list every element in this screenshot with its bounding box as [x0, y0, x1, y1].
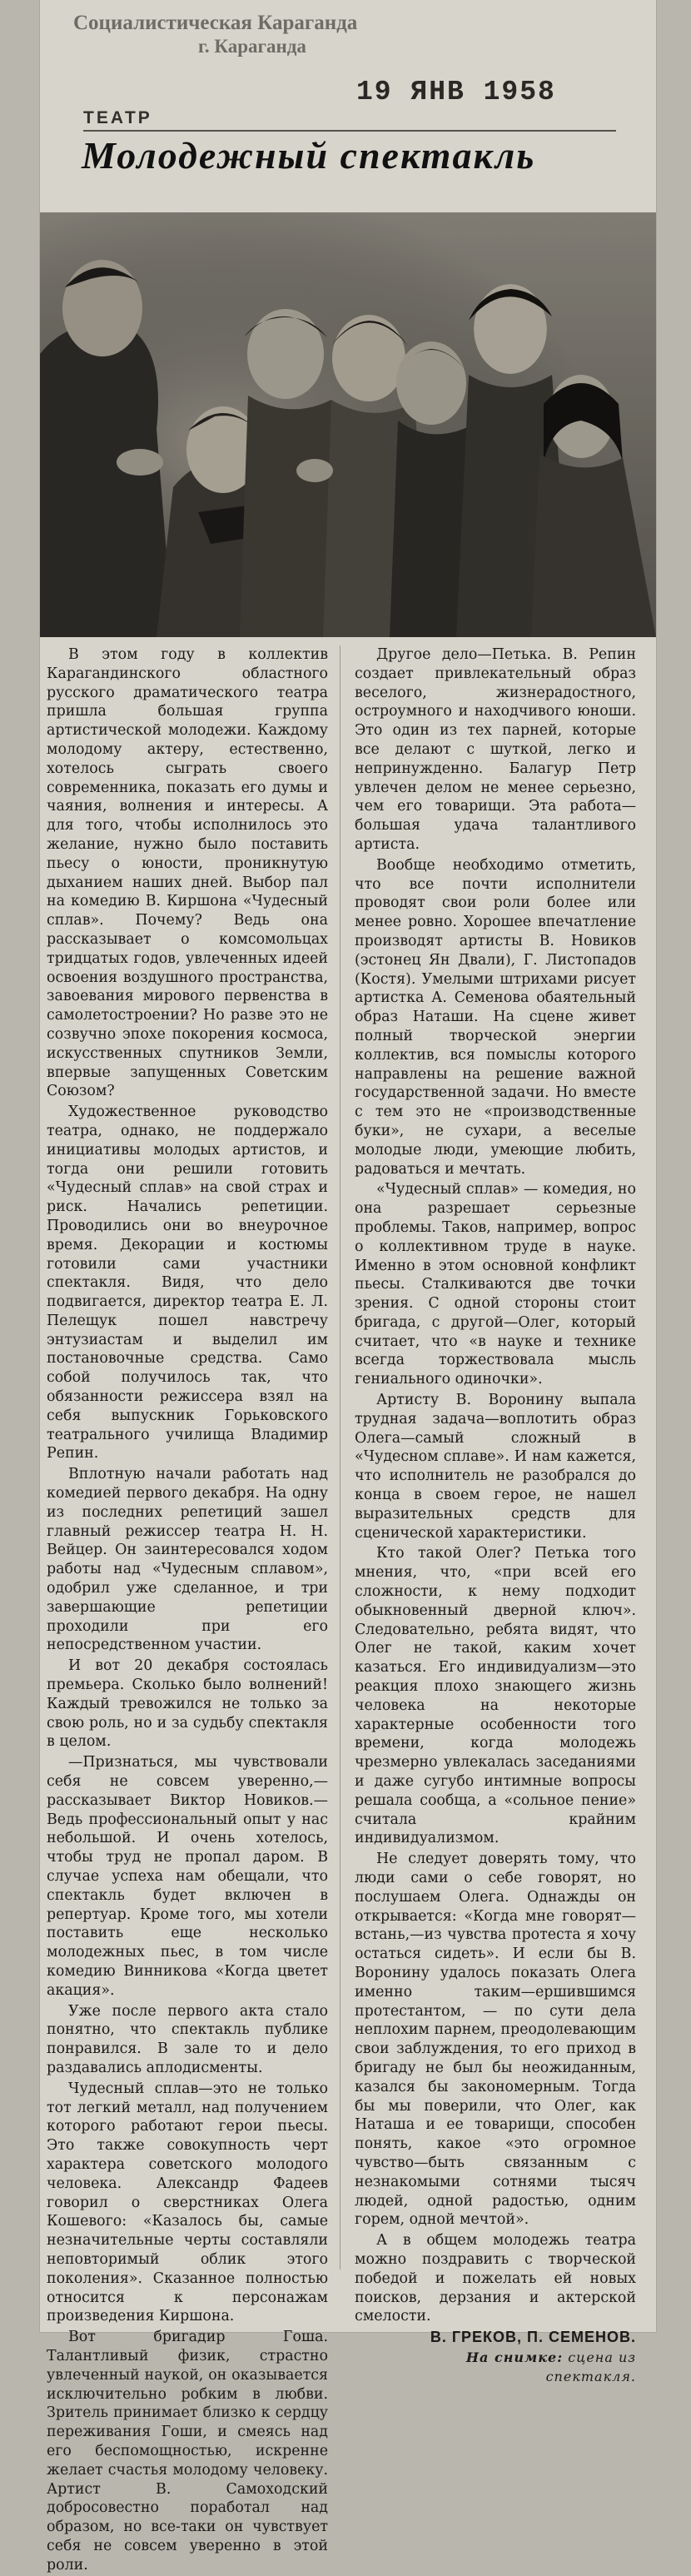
caption-text: сцена из спектакля. — [545, 2349, 636, 2384]
article-paragraph: И вот 20 декабря состоялась премьера. Сколько было волнений! Каждый тревожился не только за свою роль, но и за судьбу спектакля в целом. — [47, 1657, 328, 1751]
article-paragraph: Вообще необходимо отметить, что все почти исполнители проводят свои роли более или менее ровно. Хорошее впечатление производят артисты В. Новиков (эстонец Ян Двали), Г. Листопадов (Костя). Умелыми штрихами рисует артистка А. Семенова обаятельный образ Наташи. На сцене живет полный творческой энергии коллектив, вся помыслы которого направлены на решение важной государственной задачи. Но вместе с тем это не «производственные буки», не сухари, а веселые молодые люди, умеющие любить, радоваться и мечтать. — [355, 856, 636, 1178]
article-paragraph: Вплотную начали работать над комедией первого декабря. На одну из последних репетиций зашел главный режиссер театра Н. Н. Вейцер. Он заинтересовался ходом работы над «Чудесным сплавом», одобрил уже сделанное, и три завершающие репетиции проходили при его непосредственном участии. — [47, 1466, 328, 1654]
article-paragraph: Чудесный сплав—это не только тот легкий металл, над получением которого работают герои пьесы. Это также совокупность черт характера советского молодого человека. Александр Фадеев говорил о сверстниках Олега Кошевого: «Казалось бы, самые незначительные черты составляли неповторимый облик этого поколения». Сказанное полностью относится к персонажам произведения Киршона. — [47, 2080, 328, 2325]
article-paragraph: —Признаться, мы чувствовали себя не совсем уверенно,—рассказывает Виктор Новиков.—Ведь профессиональный опыт у нас небольшой. И очень хотелось, чтобы труд не пропал даром. В случае успеха нам обещали, что спектакль будет включен в репертуар. Кроме того, мы хотели поставить еще несколько молодежных пьес, в том числе комедию Винникова «Когда цветет акация». — [47, 1754, 328, 1999]
stamp-newspaper-name: Социалистическая Караганда — [73, 12, 358, 34]
article-paragraph: Не следует доверять тому, что люди сами о себе говорят, но послушаем Олега. Однажды он открывается: «Когда мне говорят—встань,—из чувства протеста я хочу остаться сидеть». И если бы В. Воронину удалось показать Олега именно таким—ершившимся протестантом, — по сути дела неплохим парнем, преодолевающим свои заблуждения, то его приход в бригаду не был бы неожиданным, казался бы закономерным. Тогда бы мы поверили, что Олег, как Наташа и ее товарищи, способен понять, какое «это огромное чувство—быть связанным с незнакомыми сотнями тысяч людей, одной радостью, одним горем, одной мечтой». — [355, 1851, 636, 2229]
photo-caption — [355, 2349, 636, 2387]
section-rubric: ТЕАТР — [83, 108, 616, 132]
article-column-right — [355, 645, 636, 2389]
article-paragraph: Кто такой Олег? Петька того мнения, что, «при всей его сложности, к нему подходит обыкновенный дверной ключ». Следовательно, ребята видят, что Олег не такой, каким хочет казаться. Его индивидуализм—это реакция плохо знающего жизнь человека на некоторые характерные особенности того времени, когда молодежь чрезмерно увлекалась заседаниями и даже сугубо интимные вопросы решала сообща, а «сольное пение» считала крайним индивидуализмом. — [355, 1545, 636, 1847]
article-column-left — [47, 645, 328, 2576]
newspaper-source-stamp — [73, 12, 431, 58]
article-paragraph: А в общем молодежь театра можно поздравить с творческой победой и пожелать ей новых поисков, дерзания и актерской смелости. — [355, 2232, 636, 2325]
article-paragraph: Уже после первого акта стало понятно, что спектакль публике понравился. В зале то и дело раздавались аплодисменты. — [47, 2002, 328, 2076]
newspaper-clipping — [40, 0, 656, 2574]
article-paragraph: В этом году в коллектив Карагандинского областного русского драматического театра пришла большая группа артистической молодежи. Каждому молодому актеру, естественно, хотелось сыграть своего современника, показать его думы и чаяния, волнения и интересы. А для того, чтобы исполнилось это желание, нужно было поставить пьесу о юности, проникнутую дыханием наших дней. Выбор пал на комедию В. Киршона «Чудесный сплав». Почему? Ведь она рассказывает о комсомольцах тридцатых годов, увлеченных идеей освоения воздушного пространства, завоевания мирового первенства в самолетостроении? Но разве это не созвучно эпохе покорения космоса, искусственных спутников Земли, впервые запущенных Советским Союзом? — [47, 646, 328, 1100]
stamp-city: г. Караганда — [198, 36, 306, 57]
date-stamp: 19 ЯНВ 1958 — [356, 77, 556, 107]
article-photo — [40, 212, 656, 637]
article-paragraph: Другое дело—Петька. В. Репин создает привлекательный образ веселого, жизнерадостного, остроумного и находчивого юноши. Это один из тех парней, которые все делают с шуткой, легко и непринужденно. Балагур Петр увлечен делом не менее серьезно, чем его товарищи. Эта работа—большая удача талантливого артиста. — [355, 646, 636, 853]
photo-scene — [40, 212, 656, 637]
caption-label: На снимке: — [465, 2349, 564, 2365]
article-headline: Молодежный спектакль — [82, 134, 536, 177]
article-paragraph: «Чудесный сплав» — комедия, но она разрешает серьезные проблемы. Таков, например, вопрос о коллективном труде в науке. Именно в этом основной конфликт пьесы. Сталкиваются две точки зрения. С одной стороны стоит бригада, с другой—Олег, который считает, что «в науке и технике всегда торжествовала мысль гениального одиночки». — [355, 1181, 636, 1388]
column-divider — [340, 645, 341, 2270]
article-paragraph: Художественное руководство театра, однако, не поддержало инициативы молодых артистов, и тогда они решили готовить «Чудесный сплав» на свой страх и риск. Начались репетиции. Проводились они во внеурочное время. Декорации и костюмы готовили сами участники спектакля. Видя, что дело подвигается, директор театра Е. Л. Пелещук пошел навстречу энтузиастам и выделил им постановочные средства. Само собой получилось так, что обязанности режиссера взял на себя выпускник Горьковского театрального училища Владимир Репин. — [47, 1104, 328, 1462]
article-paragraph: Артисту В. Воронину выпала трудная задача—воплотить образ Олега—самый сложный в «Чудесном сплаве». И нам кажется, что исполнитель не разобрался до конца в своем герое, не нашел выразительных средств для сценической характеристики. — [355, 1392, 636, 1542]
article-byline: В. ГРЕКОВ, П. СЕМЕНОВ. — [430, 2329, 636, 2346]
article-paragraph: Вот бригадир Гоша. Талантливый физик, страстно увлеченный наукой, он оказывается исключительно робким в любви. Зритель принимает близко к сердцу переживания Гоши, и смеясь над его беспомощностью, искренне желает счастья молодому человеку. Артист В. Самоходский добросовестно поработал над образом, но все-таки он чувствует себя не совсем уверенно в этой роли. — [47, 2329, 328, 2574]
